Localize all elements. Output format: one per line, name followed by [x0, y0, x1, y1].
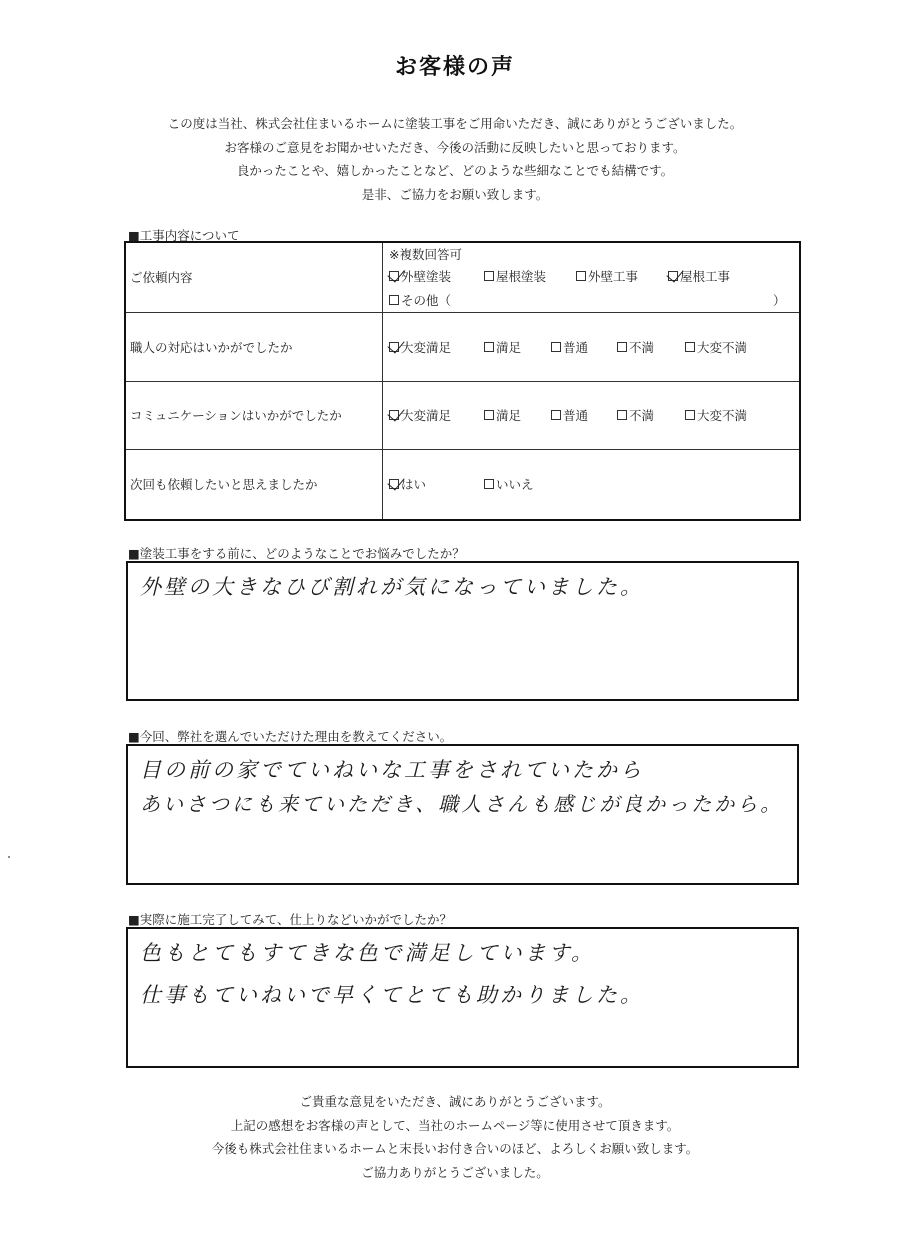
option-very-satisfied[interactable]: 大変満足	[389, 406, 484, 424]
q2-heading: ■今回、弊社を選んでいただけた理由を教えてください。	[128, 729, 453, 744]
checkbox-icon[interactable]	[389, 271, 399, 281]
option-no[interactable]: いいえ	[484, 475, 534, 493]
section-work-heading: ■工事内容について	[128, 228, 240, 243]
checkbox-icon[interactable]	[389, 410, 399, 420]
answer-request	[383, 242, 801, 312]
checkbox-icon[interactable]	[389, 479, 399, 489]
checkbox-icon[interactable]	[617, 410, 627, 420]
q3-heading: ■実際に施工完了してみて、仕上りなどいかがでしたか？	[128, 912, 453, 927]
intro-line: 是非、ご協力をお願い致します。	[361, 186, 549, 202]
answer-craftsman	[383, 312, 801, 381]
closing-line: ご協力ありがとうございました。	[361, 1164, 549, 1180]
question-next: 次回も依頼したいと思えましたか	[125, 449, 383, 520]
q1-answer-line: 外壁の大きなひび割れが気になっていました。	[140, 575, 644, 599]
row-craftsman	[125, 312, 800, 381]
checkbox-icon[interactable]	[685, 410, 695, 420]
checkbox-icon[interactable]	[484, 479, 494, 489]
question-request: ご依頼内容	[125, 242, 383, 312]
q2-answer-line: あいさつにも来ていただき、職人さんも感じが良かったから。	[140, 792, 784, 816]
checkbox-icon[interactable]	[389, 342, 399, 352]
q2-answer-box[interactable]	[126, 744, 799, 885]
intro-text	[0, 112, 910, 206]
option-dissatisfied[interactable]: 不満	[617, 406, 685, 424]
q3-answer-line: 色もとてもすてきな色で満足しています。	[140, 941, 595, 965]
row-communication	[125, 381, 800, 449]
option-roof-painting[interactable]: 屋根塗装	[484, 267, 576, 285]
option-neutral[interactable]: 普通	[551, 406, 617, 424]
closing-line: ご貴重な意見をいただき、誠にありがとうございます。	[299, 1094, 611, 1109]
question-craftsman: 職人の対応はいかがでしたか	[125, 312, 383, 381]
q1-answer-box[interactable]	[126, 561, 799, 701]
row-request	[125, 242, 800, 312]
option-other[interactable]: その他（	[389, 291, 451, 309]
checkbox-icon[interactable]	[389, 295, 399, 305]
option-neutral[interactable]: 普通	[551, 338, 617, 356]
closing-line: 今後も株式会社住まいるホームと末長いお付き合いのほど、よろしくお願い致します。	[211, 1141, 699, 1156]
option-satisfied[interactable]: 満足	[484, 338, 551, 356]
option-very-satisfied[interactable]: 大変満足	[389, 338, 484, 356]
intro-line: 良かったことや、嬉しかったことなど、どのような些細なことでも結構です。	[236, 163, 674, 178]
q3-answer-box[interactable]	[126, 927, 799, 1068]
option-satisfied[interactable]: 満足	[484, 406, 551, 424]
checkbox-icon[interactable]	[668, 271, 678, 281]
scan-speck	[8, 856, 10, 858]
question-communication: コミュニケーションはいかがでしたか	[125, 381, 383, 449]
checkbox-icon[interactable]	[617, 342, 627, 352]
q3-answer-line: 仕事もていねいで早くてとても助かりました。	[140, 983, 644, 1007]
q1-heading: ■塗装工事をする前に、どのようなことでお悩みでしたか？	[128, 546, 465, 561]
option-yes[interactable]: はい	[389, 475, 484, 493]
checkbox-icon[interactable]	[685, 342, 695, 352]
option-exterior-painting[interactable]: 外壁塗装	[389, 267, 484, 285]
checkbox-icon[interactable]	[551, 342, 561, 352]
checkbox-icon[interactable]	[484, 410, 494, 420]
option-dissatisfied[interactable]: 不満	[617, 338, 685, 356]
work-table	[124, 241, 801, 521]
checkbox-icon[interactable]	[576, 271, 586, 281]
closing-line: 上記の感想をお客様の声として、当社のホームページ等に使用させて頂きます。	[230, 1117, 680, 1133]
answer-communication	[383, 381, 801, 449]
option-very-dissatisfied[interactable]: 大変不満	[685, 406, 747, 424]
closing-text	[0, 1090, 910, 1184]
page-title: お客様の声	[394, 55, 515, 80]
q2-answer-line: 目の前の家でていねいな工事をされていたから	[140, 758, 644, 782]
intro-line: お客様のご意見をお聞かせいただき、今後の活動に反映したいと思っております。	[224, 139, 686, 155]
answer-next	[383, 449, 801, 520]
checkbox-icon[interactable]	[484, 271, 494, 281]
checkbox-icon[interactable]	[551, 410, 561, 420]
intro-line: この度は当社、株式会社住まいるホームに塗装工事をご用命いただき、誠にありがとうございました。	[167, 116, 743, 131]
row-next	[125, 449, 800, 520]
option-exterior-work[interactable]: 外壁工事	[576, 267, 668, 285]
checkbox-icon[interactable]	[484, 342, 494, 352]
option-roof-work[interactable]: 屋根工事	[668, 267, 730, 285]
other-close-paren: ）	[773, 293, 786, 309]
option-very-dissatisfied[interactable]: 大変不満	[685, 338, 747, 356]
multiple-note: ※複数回答可	[389, 247, 462, 263]
